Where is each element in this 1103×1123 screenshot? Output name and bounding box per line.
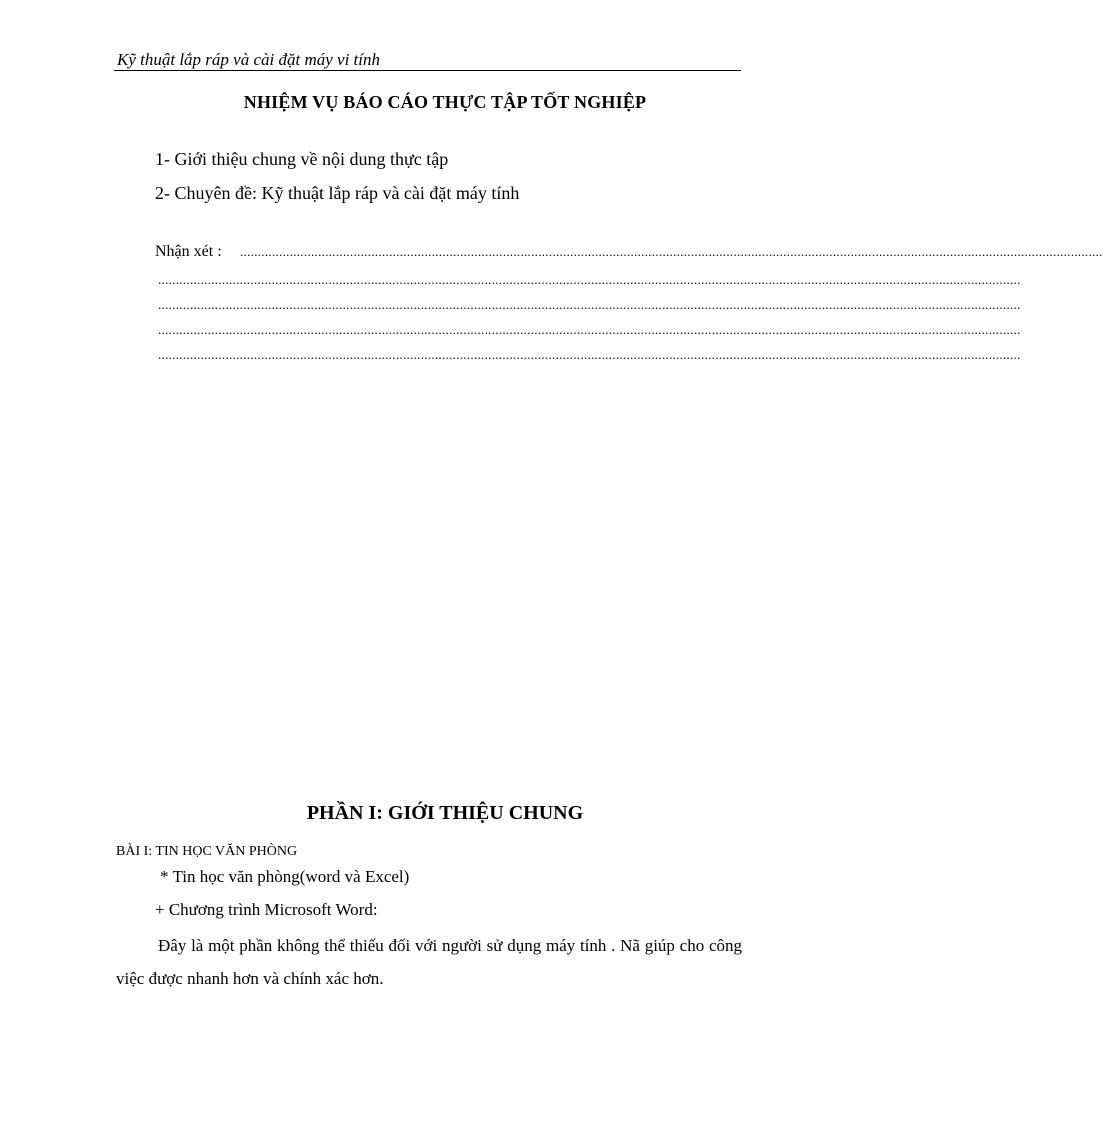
comment-dotted-line: ...................................................................................................................................................................................................................................................	[158, 347, 1021, 362]
comment-dotted-line: ...................................................................................................................................................................................................................................................	[158, 322, 1021, 337]
task-item-intro: 1- Giới thiệu chung về nội dung thực tập	[155, 149, 449, 169]
office-item: * Tin học văn phòng(word và Excel)	[160, 867, 410, 886]
comment-dotted-line: ...................................................................................................................................................................................................................................................	[158, 272, 1021, 287]
word-program-item: + Chương trình Microsoft Word:	[155, 900, 378, 919]
running-header: Kỹ thuật lắp ráp và cài đặt máy vi tính	[117, 50, 380, 69]
body-paragraph: Đây là một phần không thể thiếu đối với người sử dụng máy tính . Nã giúp cho công việc được nhanh hơn và chính xác hơn.	[116, 936, 742, 988]
task-item-topic: 2- Chuyên đề: Kỹ thuật lắp ráp và cài đặt máy tính	[155, 183, 520, 203]
lesson-title: BÀI I: TIN HỌC VĂN PHÒNG	[116, 844, 298, 859]
comment-dotted-line: ...................................................................................................................................................................................................................................................	[240, 244, 1103, 259]
part-title: PHẦN I: GIỚI THIỆU CHUNG	[306, 802, 584, 824]
header-divider	[114, 70, 741, 71]
report-title: NHIỆM VỤ BÁO CÁO THỰC TẬP TỐT NGHIỆP	[243, 92, 647, 112]
comment-dotted-line: ...................................................................................................................................................................................................................................................	[158, 297, 1021, 312]
comment-label: Nhận xét :	[155, 243, 222, 260]
